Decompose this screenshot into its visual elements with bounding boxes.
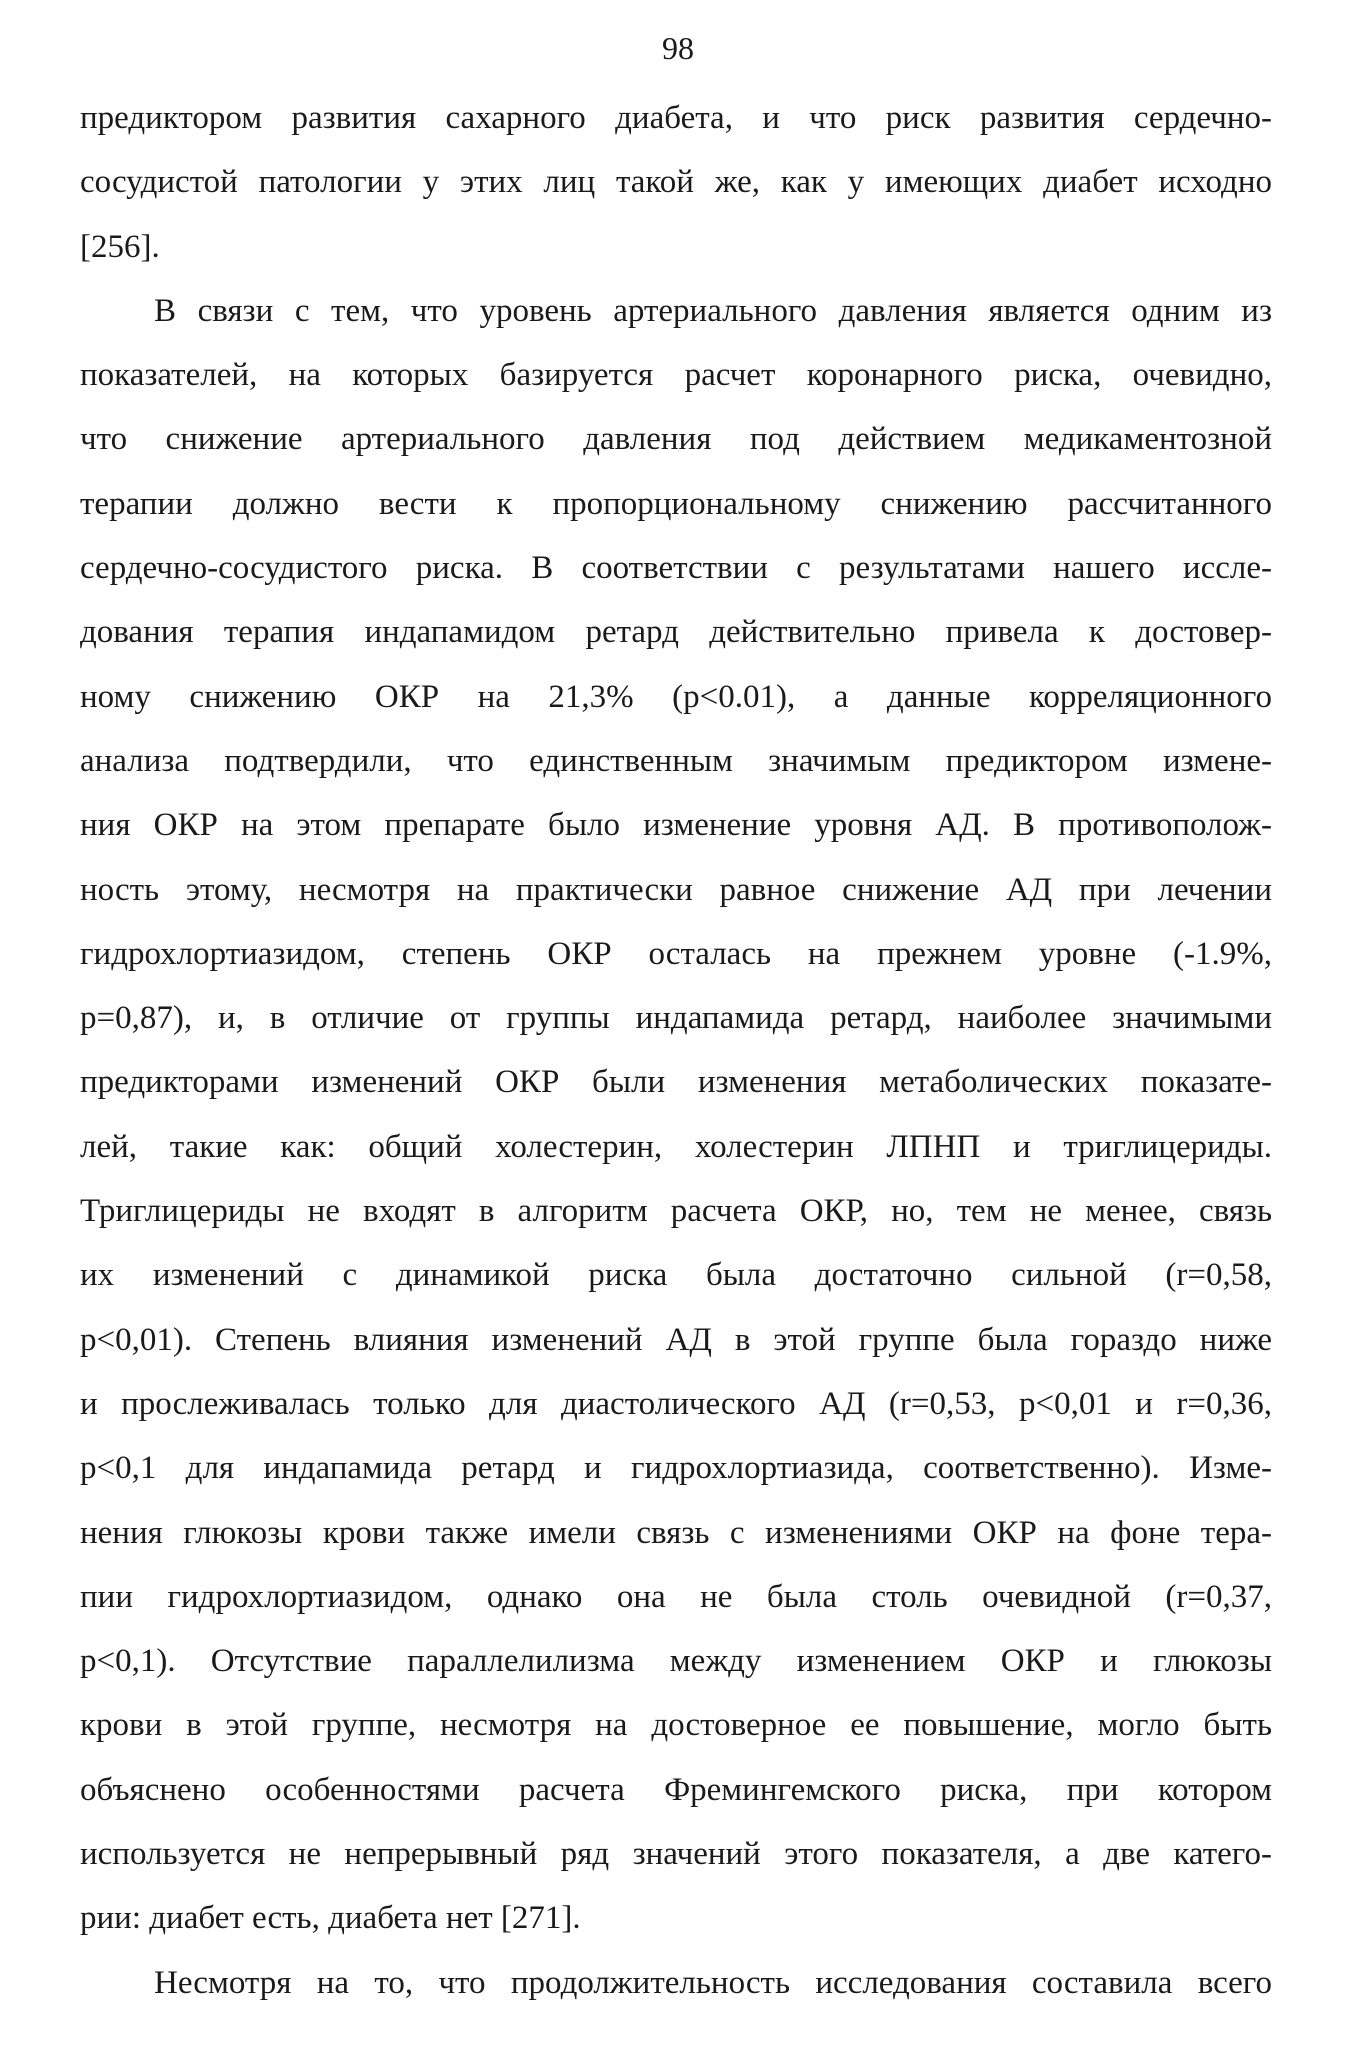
text-line: терапии должно вести к пропорциональному снижению рассчитанного	[80, 485, 1272, 522]
body-text	[80, 86, 1272, 2015]
text-line: пии гидрохлортиазидом, однако она не была столь очевидной (r=0,37,	[80, 1578, 1272, 1615]
text-line: Несмотря на то, что продолжительность исследования составила всего	[154, 1964, 1272, 2001]
text-line: ность этому, несмотря на практически равное снижение АД при лечении	[80, 871, 1272, 908]
text-line: анализа подтвердили, что единственным значимым предиктором измене-	[80, 742, 1272, 779]
text-line: сердечно-сосудистого риска. В соответствии с результатами нашего иссле-	[80, 550, 1272, 587]
text-line: p<0,1). Отсутствие параллелилизма между изменением ОКР и глюкозы	[80, 1643, 1272, 1680]
text-line: их изменений с динамикой риска была достаточно сильной (r=0,58,	[80, 1257, 1272, 1294]
text-line: ния ОКР на этом препарате было изменение уровня АД. В противополож-	[80, 807, 1272, 844]
text-line: сосудистой патологии у этих лиц такой же, как у имеющих диабет исходно	[80, 164, 1272, 201]
text-line: гидрохлортиазидом, степень ОКР осталась на прежнем уровне (-1.9%,	[80, 935, 1272, 972]
text-line: что снижение артериального давления под действием медикаментозной	[80, 421, 1272, 458]
text-line: В связи с тем, что уровень артериального давления является одним из	[154, 292, 1272, 329]
text-line: p=0,87), и, в отличие от группы индапамида ретард, наиболее значимыми	[80, 1000, 1272, 1037]
text-line: p<0,1 для индапамида ретард и гидрохлортиазида, соответственно). Изме-	[80, 1450, 1272, 1487]
text-line: Триглицериды не входят в алгоритм расчета ОКР, но, тем не менее, связь	[80, 1193, 1272, 1230]
text-line: лей, такие как: общий холестерин, холестерин ЛПНП и триглицериды.	[80, 1128, 1272, 1165]
page-number: 98	[662, 30, 694, 66]
text-line: объяснено особенностями расчета Фремингемского риска, при котором	[80, 1771, 1272, 1808]
text-line: нения глюкозы крови также имели связь с изменениями ОКР на фоне тера-	[80, 1514, 1272, 1551]
text-line: используется не непрерывный ряд значений этого показателя, а две катего-	[80, 1836, 1272, 1873]
text-line: p<0,01). Степень влияния изменений АД в этой группе была гораздо ниже	[80, 1321, 1272, 1358]
text-line: показателей, на которых базируется расчет коронарного риска, очевидно,	[80, 357, 1272, 394]
text-line: рии: диабет есть, диабета нет [271].	[80, 1900, 581, 1937]
text-line: предиктором развития сахарного диабета, и что риск развития сердечно-	[80, 100, 1272, 136]
text-line: и прослеживалась только для диастолического АД (r=0,53, p<0,01 и r=0,36,	[80, 1385, 1272, 1422]
text-line: предикторами изменений ОКР были изменения метаболических показате-	[80, 1064, 1272, 1101]
text-line: ному снижению ОКР на 21,3% (p<0.01), а данные корреляционного	[80, 678, 1272, 715]
text-line: дования терапия индапамидом ретард действительно привела к достовер-	[80, 614, 1272, 651]
text-line: крови в этой группе, несмотря на достоверное ее повышение, могло быть	[80, 1707, 1272, 1744]
text-line: [256].	[80, 228, 160, 265]
